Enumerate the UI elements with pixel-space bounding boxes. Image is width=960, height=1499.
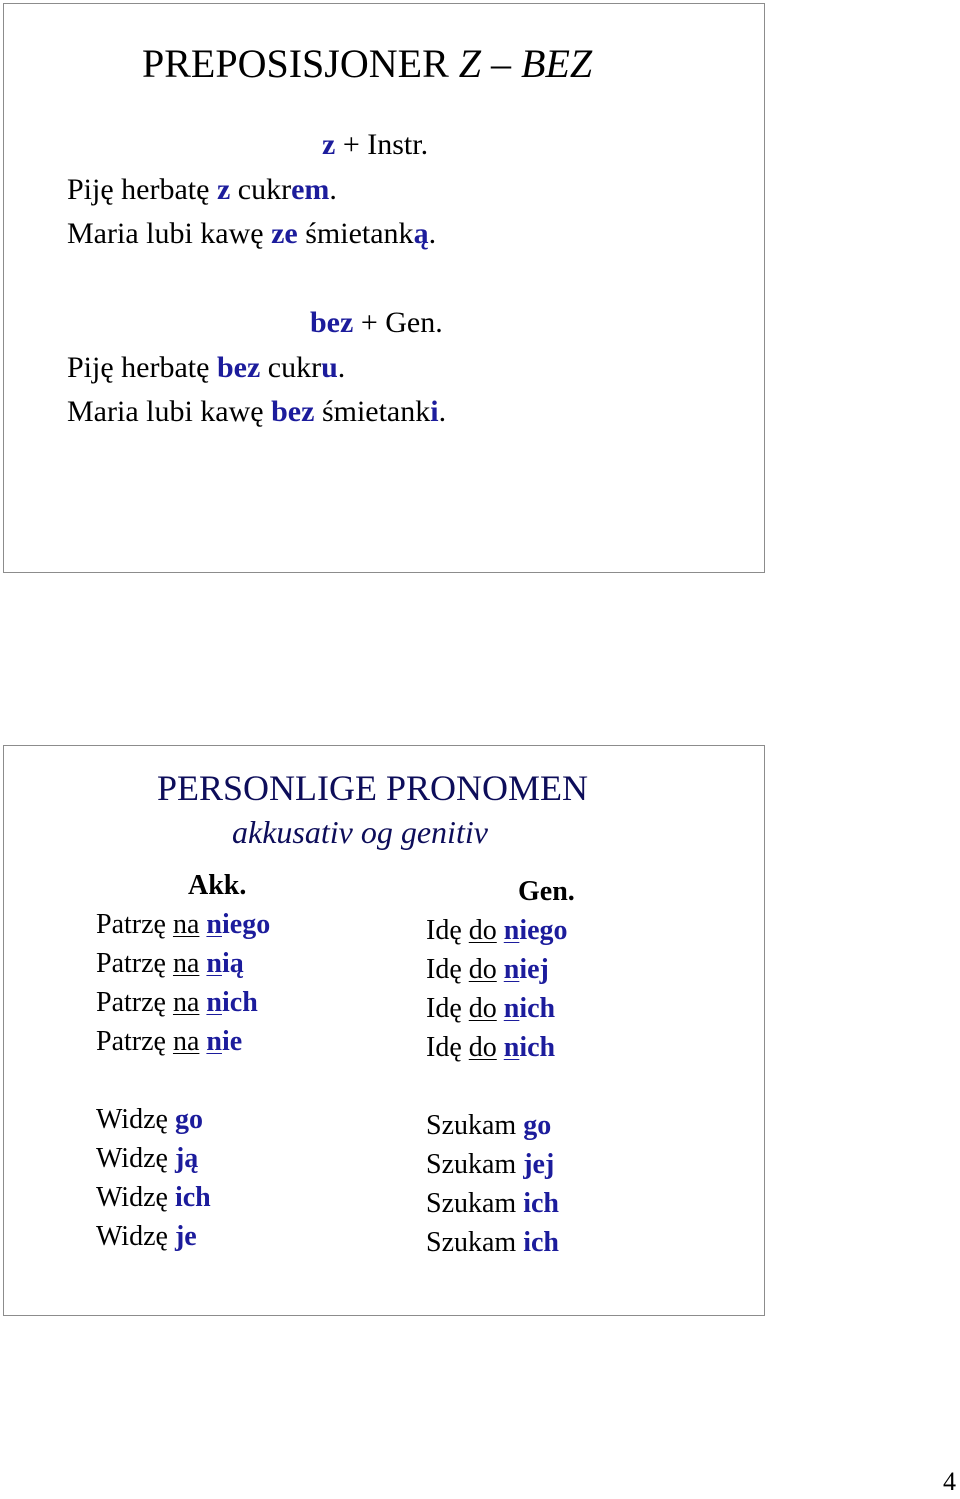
akk-prep-row: Patrzę na niego (96, 909, 271, 940)
akk-row: Widzę ją (96, 1143, 199, 1174)
gen-prep-row: Idę do niego (426, 915, 568, 946)
gen-row: Szukam jej (426, 1149, 555, 1180)
akk-header: Akk. (188, 870, 247, 901)
example-line: Piję herbatę bez cukru. (67, 351, 346, 384)
akk-prep-row: Patrzę na nią (96, 948, 244, 979)
slide2-subtitle: akkusativ og genitiv (232, 814, 488, 850)
example-line: Maria lubi kawę bez śmietanki. (67, 395, 447, 428)
slide-prepositions (3, 3, 765, 573)
gen-prep-row: Idę do nich (426, 993, 556, 1024)
example-line: Maria lubi kawę ze śmietanką. (67, 217, 437, 250)
slide1-title (142, 41, 593, 86)
section-z-heading: z + Instr. (322, 128, 429, 161)
akk-row: Widzę go (96, 1104, 203, 1135)
gen-prep-row: Idę do niej (426, 954, 549, 985)
title-main: PREPOSISJONER (142, 41, 459, 86)
title-italic: Z – BEZ (458, 41, 593, 86)
section-bez-heading: bez + Gen. (310, 306, 443, 339)
gen-row: Szukam ich (426, 1227, 559, 1258)
akk-row: Widzę je (96, 1221, 197, 1252)
gen-row: Szukam go (426, 1110, 552, 1141)
gen-header: Gen. (518, 876, 575, 907)
page-number: 4 (943, 1467, 956, 1496)
akk-prep-row: Patrzę na nie (96, 1026, 243, 1057)
slide2-title: PERSONLIGE PRONOMEN (157, 768, 589, 808)
gen-prep-row: Idę do nich (426, 1032, 556, 1063)
akk-row: Widzę ich (96, 1182, 211, 1213)
gen-row: Szukam ich (426, 1188, 559, 1219)
example-line: Piję herbatę z cukrem. (67, 173, 337, 206)
akk-prep-row: Patrzę na nich (96, 987, 258, 1018)
